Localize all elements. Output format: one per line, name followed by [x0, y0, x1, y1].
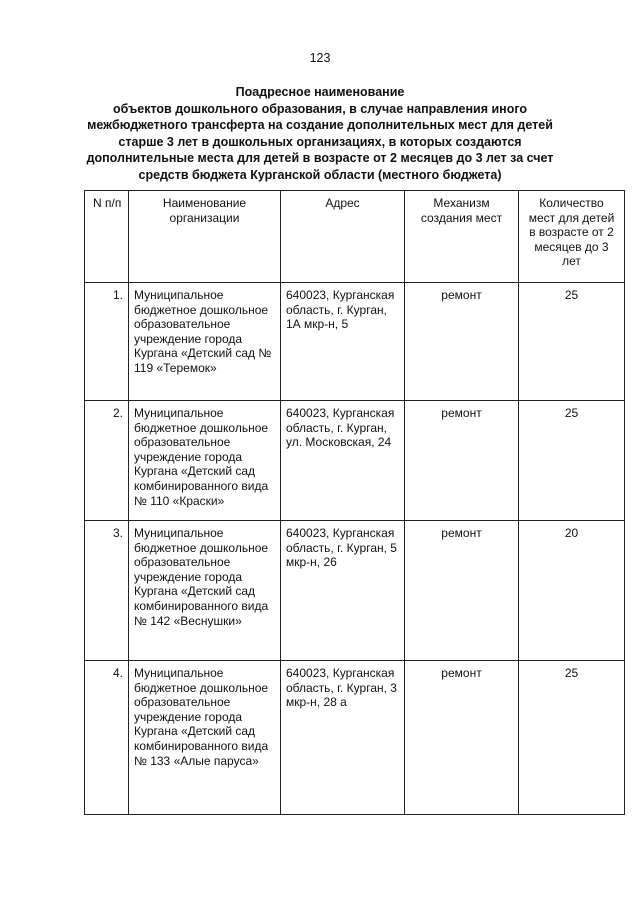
title-line: межбюджетного трансферта на создание дополнительных мест для детей: [87, 118, 553, 132]
table-row: [85, 283, 625, 401]
organization-address: 640023, Курганская область, г. Курган, ул. Московская, 24: [281, 401, 405, 521]
organization-address: 640023, Курганская область, г. Курган, 5 мкр-н, 26: [281, 521, 405, 661]
header-quantity: Количество мест для детей в возрасте от 2 месяцев до 3 лет: [519, 191, 625, 283]
organization-name: Муниципальное бюджетное дошкольное образовательное учреждение города Кургана «Детский сад № 119 «Теремок»: [129, 283, 281, 401]
organization-address: 640023, Курганская область, г. Курган, 3 мкр-н, 28 а: [281, 661, 405, 815]
row-number: 1.: [85, 283, 129, 401]
creation-mechanism: ремонт: [405, 661, 519, 815]
page-number: 123: [309, 51, 331, 65]
row-number: 4.: [85, 661, 129, 815]
table-header-row: [85, 191, 625, 283]
row-number: 2.: [85, 401, 129, 521]
organization-name: Муниципальное бюджетное дошкольное образовательное учреждение города Кургана «Детский сад комбинированного вида № 110 «Краски»: [129, 401, 281, 521]
creation-mechanism: ремонт: [405, 401, 519, 521]
header-organization: Наименование организации: [129, 191, 281, 283]
table-row: [85, 661, 625, 815]
places-quantity: 20: [519, 521, 625, 661]
row-number: 3.: [85, 521, 129, 661]
places-quantity: 25: [519, 661, 625, 815]
title-line: средств бюджета Курганской области (местного бюджета): [138, 167, 502, 182]
places-quantity: 25: [519, 283, 625, 401]
institutions-table: [84, 190, 625, 815]
title-line: дополнительные места для детей в возрасте от 2 месяцев до 3 лет за счет: [86, 151, 554, 165]
header-address: Адрес: [281, 191, 405, 283]
places-quantity: 25: [519, 401, 625, 521]
table-row: [85, 521, 625, 661]
creation-mechanism: ремонт: [405, 283, 519, 401]
header-mechanism: Механизм создания мест: [405, 191, 519, 283]
title-line: Поадресное наименование: [235, 85, 405, 99]
organization-name: Муниципальное бюджетное дошкольное образовательное учреждение города Кургана «Детский сад комбинированного вида № 142 «Веснушки»: [129, 521, 281, 661]
organization-address: 640023, Курганская область, г. Курган, 1А мкр-н, 5: [281, 283, 405, 401]
title-line: старше 3 лет в дошкольных организациях, в которых создаются: [118, 134, 522, 149]
document-title: [60, 84, 580, 183]
organization-name: Муниципальное бюджетное дошкольное образовательное учреждение города Кургана «Детский сад комбинированного вида № 133 «Алые паруса»: [129, 661, 281, 815]
header-number: N п/п: [85, 191, 129, 283]
creation-mechanism: ремонт: [405, 521, 519, 661]
title-line: объектов дошкольного образования, в случае направления иного: [112, 101, 528, 116]
table-row: [85, 401, 625, 521]
